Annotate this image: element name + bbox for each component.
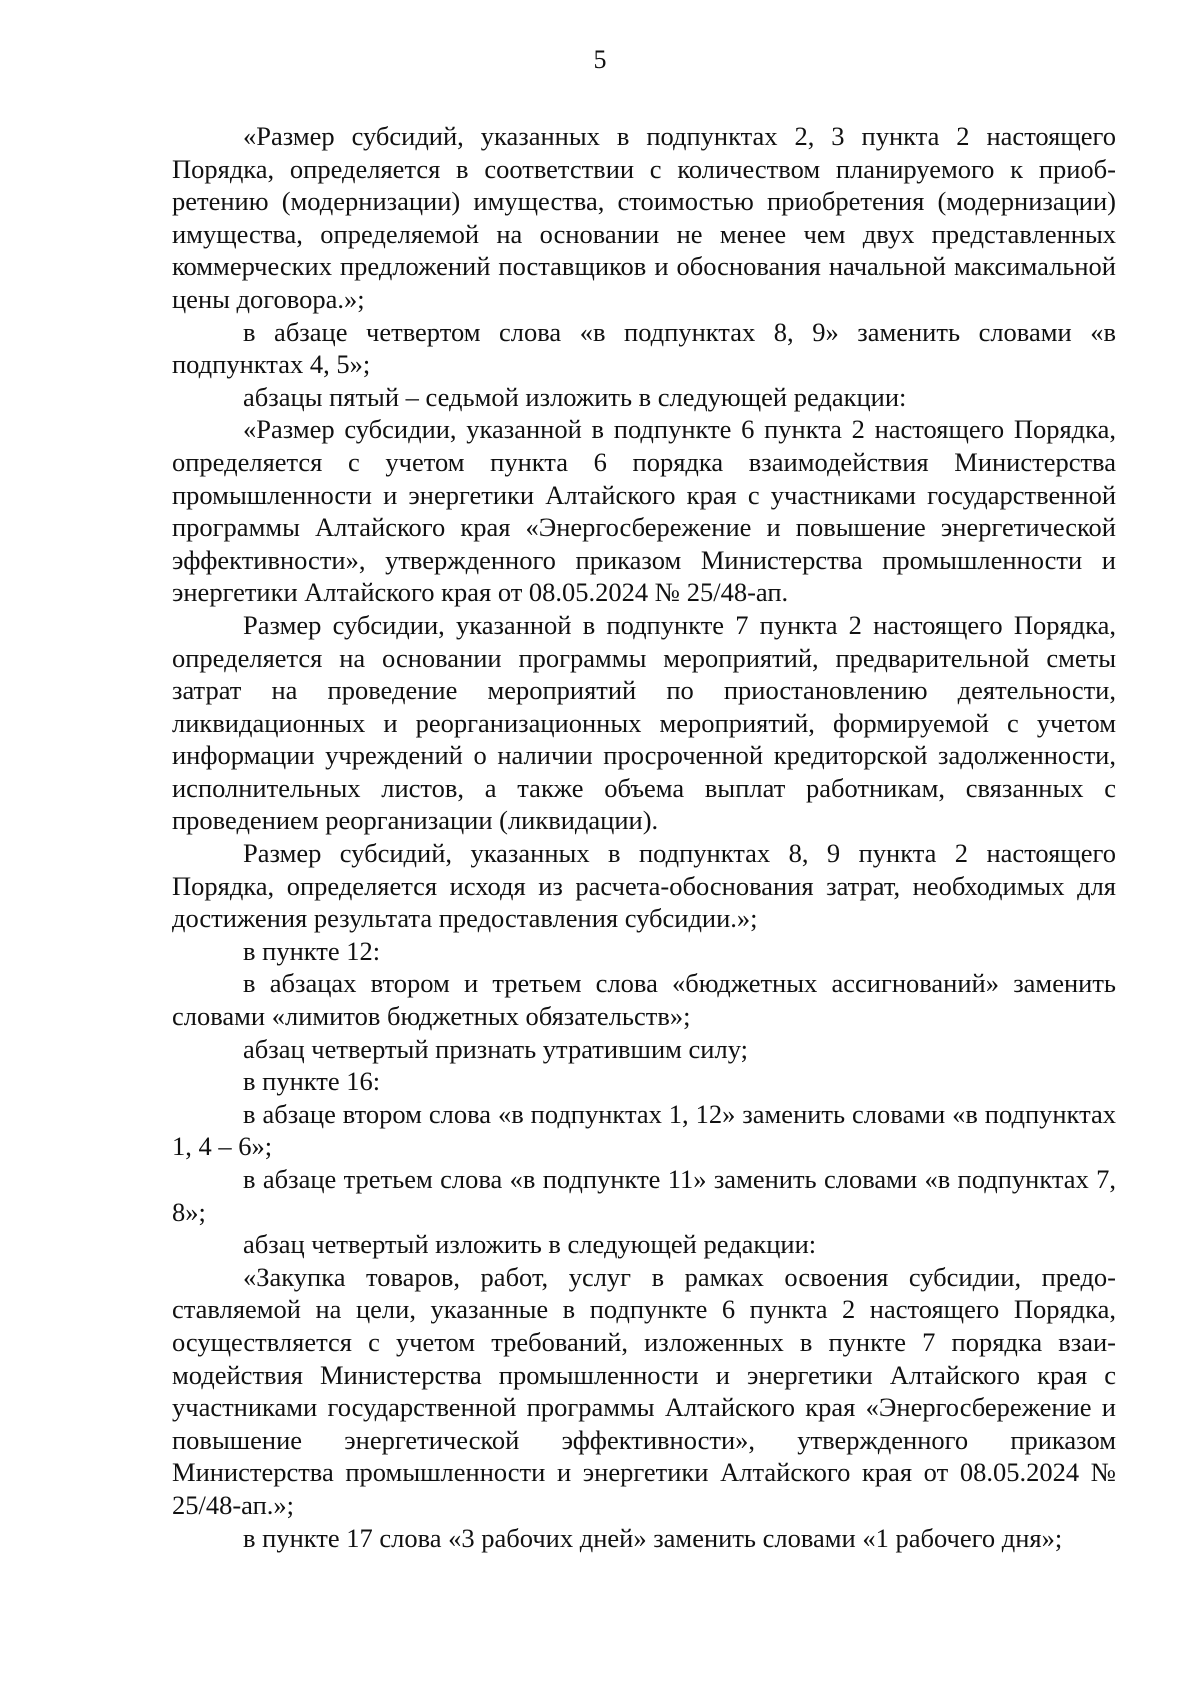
- paragraph: в абзаце четвертом слова «в подпунктах 8, 9» заменить словами «в подпунктах 4, 5»;: [172, 316, 1116, 380]
- page-number: 5: [593, 45, 607, 74]
- paragraph: «Размер субсидии, указанной в подпункте 6 пункта 2 настоящего Порядка, определяется с учетом пункта 6 порядка взаимодействия Министерства промышленности и энергетики Алтайского края с участниками государственной программы Алтайского края «Энергосбережение и повышение энергетической эффективности», утвержденного приказом Министерства промышленности и энергетики Алтайского края от 08.05.2024 № 25/48-ап.: [172, 414, 1116, 608]
- paragraph: «Закупка товаров, работ, услуг в рамках освоения субсидии, предоставляемой на цели, указанные в подпункте 6 пункта 2 настоящего Порядка, осуществляется с учетом требований, изложенных в пункте 7 порядка взаимодействия Министерства промышленности и энергетики Алтайского края с участниками государственной программы Алтайского края «Энергосбережение и повышение энергетической эффективности», утвержденного приказом Министерства промышленности и энергетики Алтайского края от 08.05.2024 № 25/48-ап.»;: [172, 1261, 1116, 1520]
- document-body: [172, 120, 1116, 1554]
- paragraph: Размер субсидии, указанной в подпункте 7 пункта 2 настоящего Порядка, определяется на основании программы мероприятий, предварительной сметы затрат на проведение мероприятий по приостановлению деятельности, ликвидационных и реорганизационных мероприятий, формируемой с учетом информации учреждений о наличии просроченной кредиторской задолженности, исполнительных листов, а также объема выплат работникам, связанных с проведением реорганизации (ликвидации).: [172, 609, 1116, 836]
- paragraph: Размер субсидий, указанных в подпунктах 8, 9 пункта 2 настоящего Порядка, определяется исходя из расчета-обоснования затрат, необходимых для достижения результата предоставления субсидии.»;: [172, 838, 1116, 934]
- paragraph: в пункте 12:: [243, 935, 381, 966]
- paragraph: в пункте 17 слова «3 рабочих дней» заменить словами «1 рабочего дня»;: [243, 1522, 1063, 1553]
- paragraph: в пункте 16:: [243, 1066, 381, 1097]
- paragraph: в абзаце втором слова «в подпунктах 1, 12» заменить словами «в подпунктах 1, 4 – 6»;: [172, 1098, 1116, 1162]
- paragraph: абзац четвертый признать утратившим силу;: [243, 1033, 748, 1064]
- paragraph: в абзацах втором и третьем слова «бюджетных ассигнований» заменить словами «лимитов бюджетных обязательств»;: [172, 968, 1116, 1032]
- paragraph: абзацы пятый – седьмой изложить в следующей редакции:: [243, 381, 907, 412]
- paragraph: в абзаце третьем слова «в подпункте 11» заменить словами «в подпунктах 7, 8»;: [172, 1164, 1116, 1227]
- paragraph: абзац четвертый изложить в следующей редакции:: [243, 1229, 817, 1260]
- paragraph: «Размер субсидий, указанных в подпунктах 2, 3 пункта 2 настоящего Порядка, определяется в соответствии с количеством планируемого к приобретению (модернизации) имущества, стоимостью приобретения (модернизации) имущества, определяемой на основании не менее чем двух представленных коммерческих предложений поставщиков и обоснования начальной максимальной цены договора.»;: [172, 121, 1116, 314]
